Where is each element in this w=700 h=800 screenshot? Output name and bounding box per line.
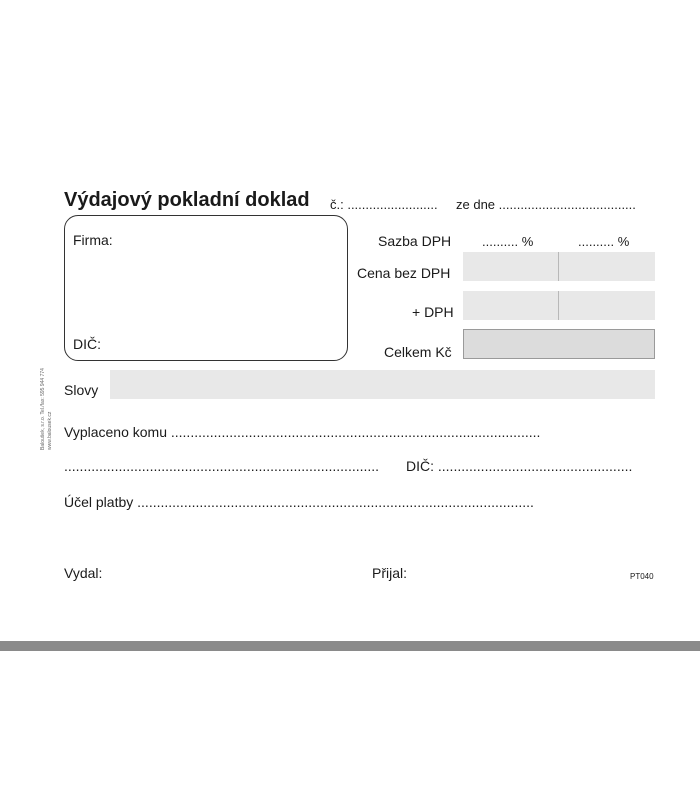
recipient-vat-id-field[interactable]: DIČ: .................................................. [406,458,633,474]
received-by-label: Přijal: [372,565,408,581]
total-label: Celkem Kč [384,344,452,360]
vat-amount-label: + DPH [412,304,454,320]
total-field[interactable] [463,329,655,359]
vat-amount-field[interactable] [463,291,655,320]
vat-rate-label: Sazba DPH [378,233,452,249]
payment-purpose-field[interactable]: Účel platby ...................................................................................................... [64,494,534,510]
publisher-line-1: Baloušek, s.r.o. Tel./fax: 595 944 774 [40,368,46,450]
price-without-vat-label: Cena bez DPH [357,265,451,281]
vat-amount-divider [558,291,559,320]
paid-to-line2-field[interactable]: ................................................................................. [64,458,380,474]
publisher-line-2: www.balousek.cz [47,411,53,450]
in-words-label: Slovy [64,382,99,398]
price-without-vat-field[interactable] [463,252,655,281]
price-without-vat-divider [558,252,559,281]
issued-by-label: Vydal: [64,565,103,581]
document-title: Výdajový pokladní doklad [64,189,310,211]
company-label: Firma: [73,232,113,248]
vat-rate-2-field[interactable]: .......... % [578,234,630,249]
form-code: PT040 [630,572,654,581]
company-vat-id-label: DIČ: [73,336,101,352]
vat-rate-1-field[interactable]: .......... % [482,234,534,249]
document-date-field[interactable]: ze dne ...................................... [456,197,636,212]
document-number-field[interactable]: č.: ......................... [330,197,438,212]
bottom-edge-bar [0,641,700,651]
in-words-field[interactable] [110,370,655,399]
paid-to-field[interactable]: Vyplaceno komu ............................................................................................... [64,424,541,440]
